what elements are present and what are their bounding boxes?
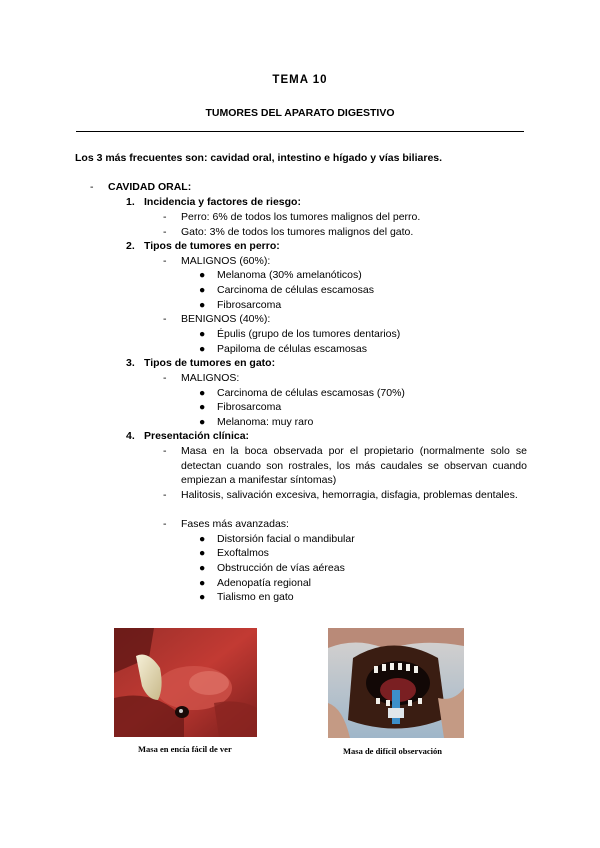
page-title: TEMA 10 <box>272 74 328 86</box>
group-label: MALIGNOS: <box>181 372 240 384</box>
gum-mass-photo <box>114 628 257 737</box>
item-number: 3. <box>126 357 135 369</box>
item-title: Tipos de tumores en gato: <box>144 357 276 369</box>
bullet-marker: ● <box>199 401 206 413</box>
paragraph: Masa en la boca observada por el propietario (normalmente solo se detectan cuando son rostrales, los más caudales se observan cuando empiezan a manifestar síntomas) <box>181 445 527 487</box>
figure-caption: Masa en encía fácil de ver <box>138 744 232 754</box>
header-divider <box>76 131 524 132</box>
bullet-marker: ● <box>199 416 206 428</box>
bullet-item: Adenopatía regional <box>217 577 311 589</box>
figure-caption: Masa de difícil observación <box>343 746 442 756</box>
bullet-item: Carcinoma de células escamosas (70%) <box>217 387 405 399</box>
bullet-marker: ● <box>199 387 206 399</box>
bullet-marker: ● <box>199 547 206 559</box>
bullet-item: Papiloma de células escamosas <box>217 343 367 355</box>
bullet-marker: ● <box>199 269 206 281</box>
group-label: MALIGNOS (60%): <box>181 255 271 267</box>
paragraph: Halitosis, salivación excesiva, hemorragia, disfagia, problemas dentales. <box>181 489 518 501</box>
bullet-item: Épulis (grupo de los tumores dentarios) <box>217 328 401 340</box>
dash-marker: - <box>163 313 167 325</box>
bullet-item: Melanoma (30% amelanóticos) <box>217 269 362 281</box>
dash-marker: - <box>163 445 167 457</box>
item-title: Presentación clínica: <box>144 430 250 442</box>
dash-marker: - <box>163 255 167 267</box>
dash-marker: - <box>163 372 167 384</box>
bullet-item: Melanoma: muy raro <box>217 416 314 428</box>
section-marker: - <box>90 181 94 193</box>
page-subtitle: TUMORES DEL APARATO DIGESTIVO <box>205 107 395 119</box>
item-title: Incidencia y factores de riesgo: <box>144 196 301 208</box>
bullet-item: Tialismo en gato <box>217 591 294 603</box>
dash-marker: - <box>163 489 167 501</box>
dash-marker: - <box>163 211 167 223</box>
bullet-marker: ● <box>199 533 206 545</box>
bullet-marker: ● <box>199 284 206 296</box>
bullet-item: Obstrucción de vías aéreas <box>217 562 345 574</box>
dog-mouth-illustration <box>328 628 464 738</box>
bullet-item: Carcinoma de células escamosas <box>217 284 374 296</box>
bullet-marker: ● <box>199 591 206 603</box>
bullet-marker: ● <box>199 328 206 340</box>
item-title: Tipos de tumores en perro: <box>144 240 280 252</box>
list-line: Gato: 3% de todos los tumores malignos del gato. <box>181 226 414 238</box>
section-title: CAVIDAD ORAL: <box>108 181 192 193</box>
bullet-item: Fibrosarcoma <box>217 299 282 311</box>
item-number: 1. <box>126 196 135 208</box>
bullet-marker: ● <box>199 562 206 574</box>
dash-marker: - <box>163 518 167 530</box>
bullet-item: Fibrosarcoma <box>217 401 282 413</box>
intro-text: Los 3 más frecuentes son: cavidad oral, intestino e hígado y vías biliares. <box>75 152 443 164</box>
item-number: 2. <box>126 240 135 252</box>
group-label: BENIGNOS (40%): <box>181 313 271 325</box>
group-label: Fases más avanzadas: <box>181 518 289 530</box>
dog-mouth-photo <box>328 628 464 738</box>
bullet-marker: ● <box>199 299 206 311</box>
bullet-item: Exoftalmos <box>217 547 269 559</box>
bullet-marker: ● <box>199 577 206 589</box>
item-number: 4. <box>126 430 135 442</box>
dash-marker: - <box>163 226 167 238</box>
list-line: Perro: 6% de todos los tumores malignos del perro. <box>181 211 421 223</box>
bullet-marker: ● <box>199 343 206 355</box>
bullet-item: Distorsión facial o mandibular <box>217 533 355 545</box>
gum-mass-illustration <box>114 628 257 737</box>
